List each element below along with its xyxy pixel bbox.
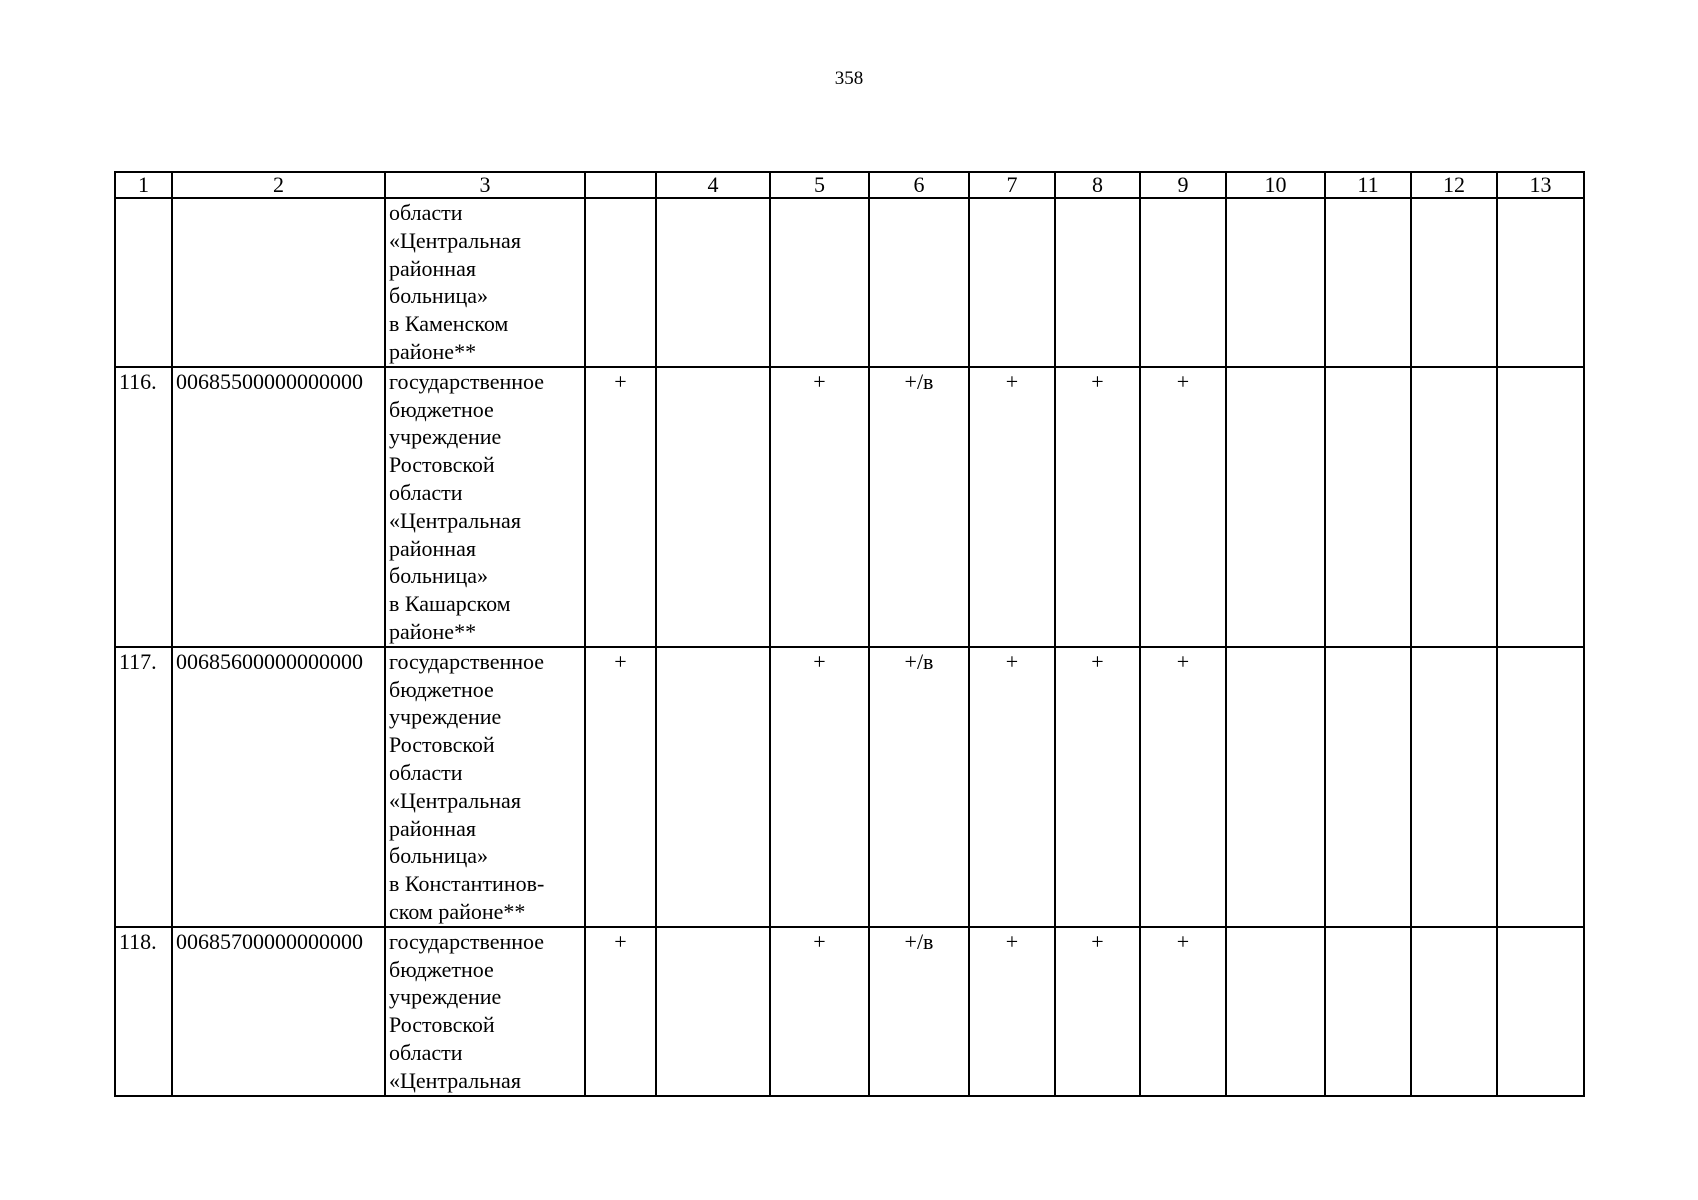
mark-cell [656, 198, 770, 367]
name-line: бюджетное [389, 676, 494, 702]
name-line: в Каменском [389, 311, 509, 337]
name-line: государственное [389, 928, 545, 954]
name-line: области [389, 479, 463, 505]
mark-cell: + [585, 647, 656, 927]
code-cell: 00685600000000000 [172, 647, 385, 927]
mark-cell [1325, 367, 1411, 647]
mark-cell: + [1055, 367, 1140, 647]
mark-cell: + [969, 367, 1055, 647]
name-line: больница» [389, 563, 488, 589]
mark-cell: + [1140, 367, 1226, 647]
mark-cell [869, 198, 969, 367]
mark-cell [656, 927, 770, 1096]
name-line: районная [389, 255, 476, 281]
column-header: 4 [656, 172, 770, 198]
name-line: области [389, 759, 463, 785]
mark-cell [1055, 198, 1140, 367]
mark-cell: + [770, 367, 869, 647]
name-cell [385, 367, 585, 647]
mark-cell [969, 198, 1055, 367]
mark-cell [1411, 198, 1497, 367]
column-header: 1 [115, 172, 172, 198]
name-line: Ростовской [389, 452, 495, 478]
table-row [115, 647, 1584, 927]
mark-cell [1497, 367, 1584, 647]
name-line: «Центральная [389, 227, 521, 253]
row-number-cell: 117. [115, 647, 172, 927]
mark-cell [1497, 647, 1584, 927]
code-cell [172, 198, 385, 367]
mark-cell [770, 198, 869, 367]
name-line: районная [389, 535, 476, 561]
code-cell: 00685500000000000 [172, 367, 385, 647]
column-header: 7 [969, 172, 1055, 198]
mark-cell: + [969, 647, 1055, 927]
name-line: Ростовской [389, 1012, 495, 1038]
mark-cell [1226, 927, 1325, 1096]
column-header: 2 [172, 172, 385, 198]
column-header: 6 [869, 172, 969, 198]
name-line: области [389, 200, 463, 225]
name-line: больница» [389, 283, 488, 309]
mark-cell: + [1140, 927, 1226, 1096]
mark-cell [585, 198, 656, 367]
name-line: учреждение [389, 984, 502, 1010]
mark-cell [1497, 927, 1584, 1096]
name-line: государственное [389, 368, 545, 394]
mark-cell: + [770, 927, 869, 1096]
table-row [115, 198, 1584, 367]
name-line: учреждение [389, 704, 502, 730]
name-line: «Центральная [389, 507, 521, 533]
mark-cell [1140, 198, 1226, 367]
column-header [585, 172, 656, 198]
column-header: 10 [1226, 172, 1325, 198]
mark-cell [1226, 647, 1325, 927]
table-body [115, 198, 1584, 1096]
column-header: 3 [385, 172, 585, 198]
mark-cell: + [585, 367, 656, 647]
name-cell [385, 647, 585, 927]
mark-cell: + [1055, 927, 1140, 1096]
mark-cell [656, 647, 770, 927]
column-header: 12 [1411, 172, 1497, 198]
name-line: районе** [389, 338, 477, 364]
name-line: районная [389, 815, 476, 841]
name-line: в Константинов- [389, 871, 545, 897]
name-line: Ростовской [389, 732, 495, 758]
name-line: «Центральная [389, 1067, 521, 1093]
mark-cell: + [969, 927, 1055, 1096]
row-number-cell [115, 198, 172, 367]
data-table [114, 171, 1585, 1097]
table-row [115, 927, 1584, 1096]
name-line: «Центральная [389, 787, 521, 813]
mark-cell: +/в [869, 367, 969, 647]
mark-cell [1411, 927, 1497, 1096]
column-header: 11 [1325, 172, 1411, 198]
name-line: ском районе** [389, 898, 526, 924]
name-line: бюджетное [389, 396, 494, 422]
name-line: области [389, 1039, 463, 1065]
name-line: бюджетное [389, 956, 494, 982]
code-cell: 00685700000000000 [172, 927, 385, 1096]
mark-cell: + [1055, 647, 1140, 927]
name-cell [385, 198, 585, 367]
mark-cell [1411, 367, 1497, 647]
mark-cell [1226, 367, 1325, 647]
column-header: 8 [1055, 172, 1140, 198]
name-line: больница» [389, 843, 488, 869]
name-cell [385, 927, 585, 1096]
row-number-cell: 116. [115, 367, 172, 647]
mark-cell [1325, 198, 1411, 367]
mark-cell [656, 367, 770, 647]
name-line: в Кашарском [389, 591, 511, 617]
name-line: учреждение [389, 424, 502, 450]
mark-cell [1497, 198, 1584, 367]
mark-cell [1325, 647, 1411, 927]
row-number-cell: 118. [115, 927, 172, 1096]
name-line: районе** [389, 618, 477, 644]
mark-cell: + [1140, 647, 1226, 927]
column-header: 13 [1497, 172, 1584, 198]
mark-cell [1325, 927, 1411, 1096]
mark-cell: + [770, 647, 869, 927]
mark-cell: + [585, 927, 656, 1096]
mark-cell: +/в [869, 927, 969, 1096]
mark-cell [1411, 647, 1497, 927]
mark-cell [1226, 198, 1325, 367]
table-row [115, 367, 1584, 647]
page-number: 358 [834, 68, 864, 89]
column-header: 9 [1140, 172, 1226, 198]
header-row [115, 172, 1584, 198]
mark-cell: +/в [869, 647, 969, 927]
name-line: государственное [389, 648, 545, 674]
column-header: 5 [770, 172, 869, 198]
